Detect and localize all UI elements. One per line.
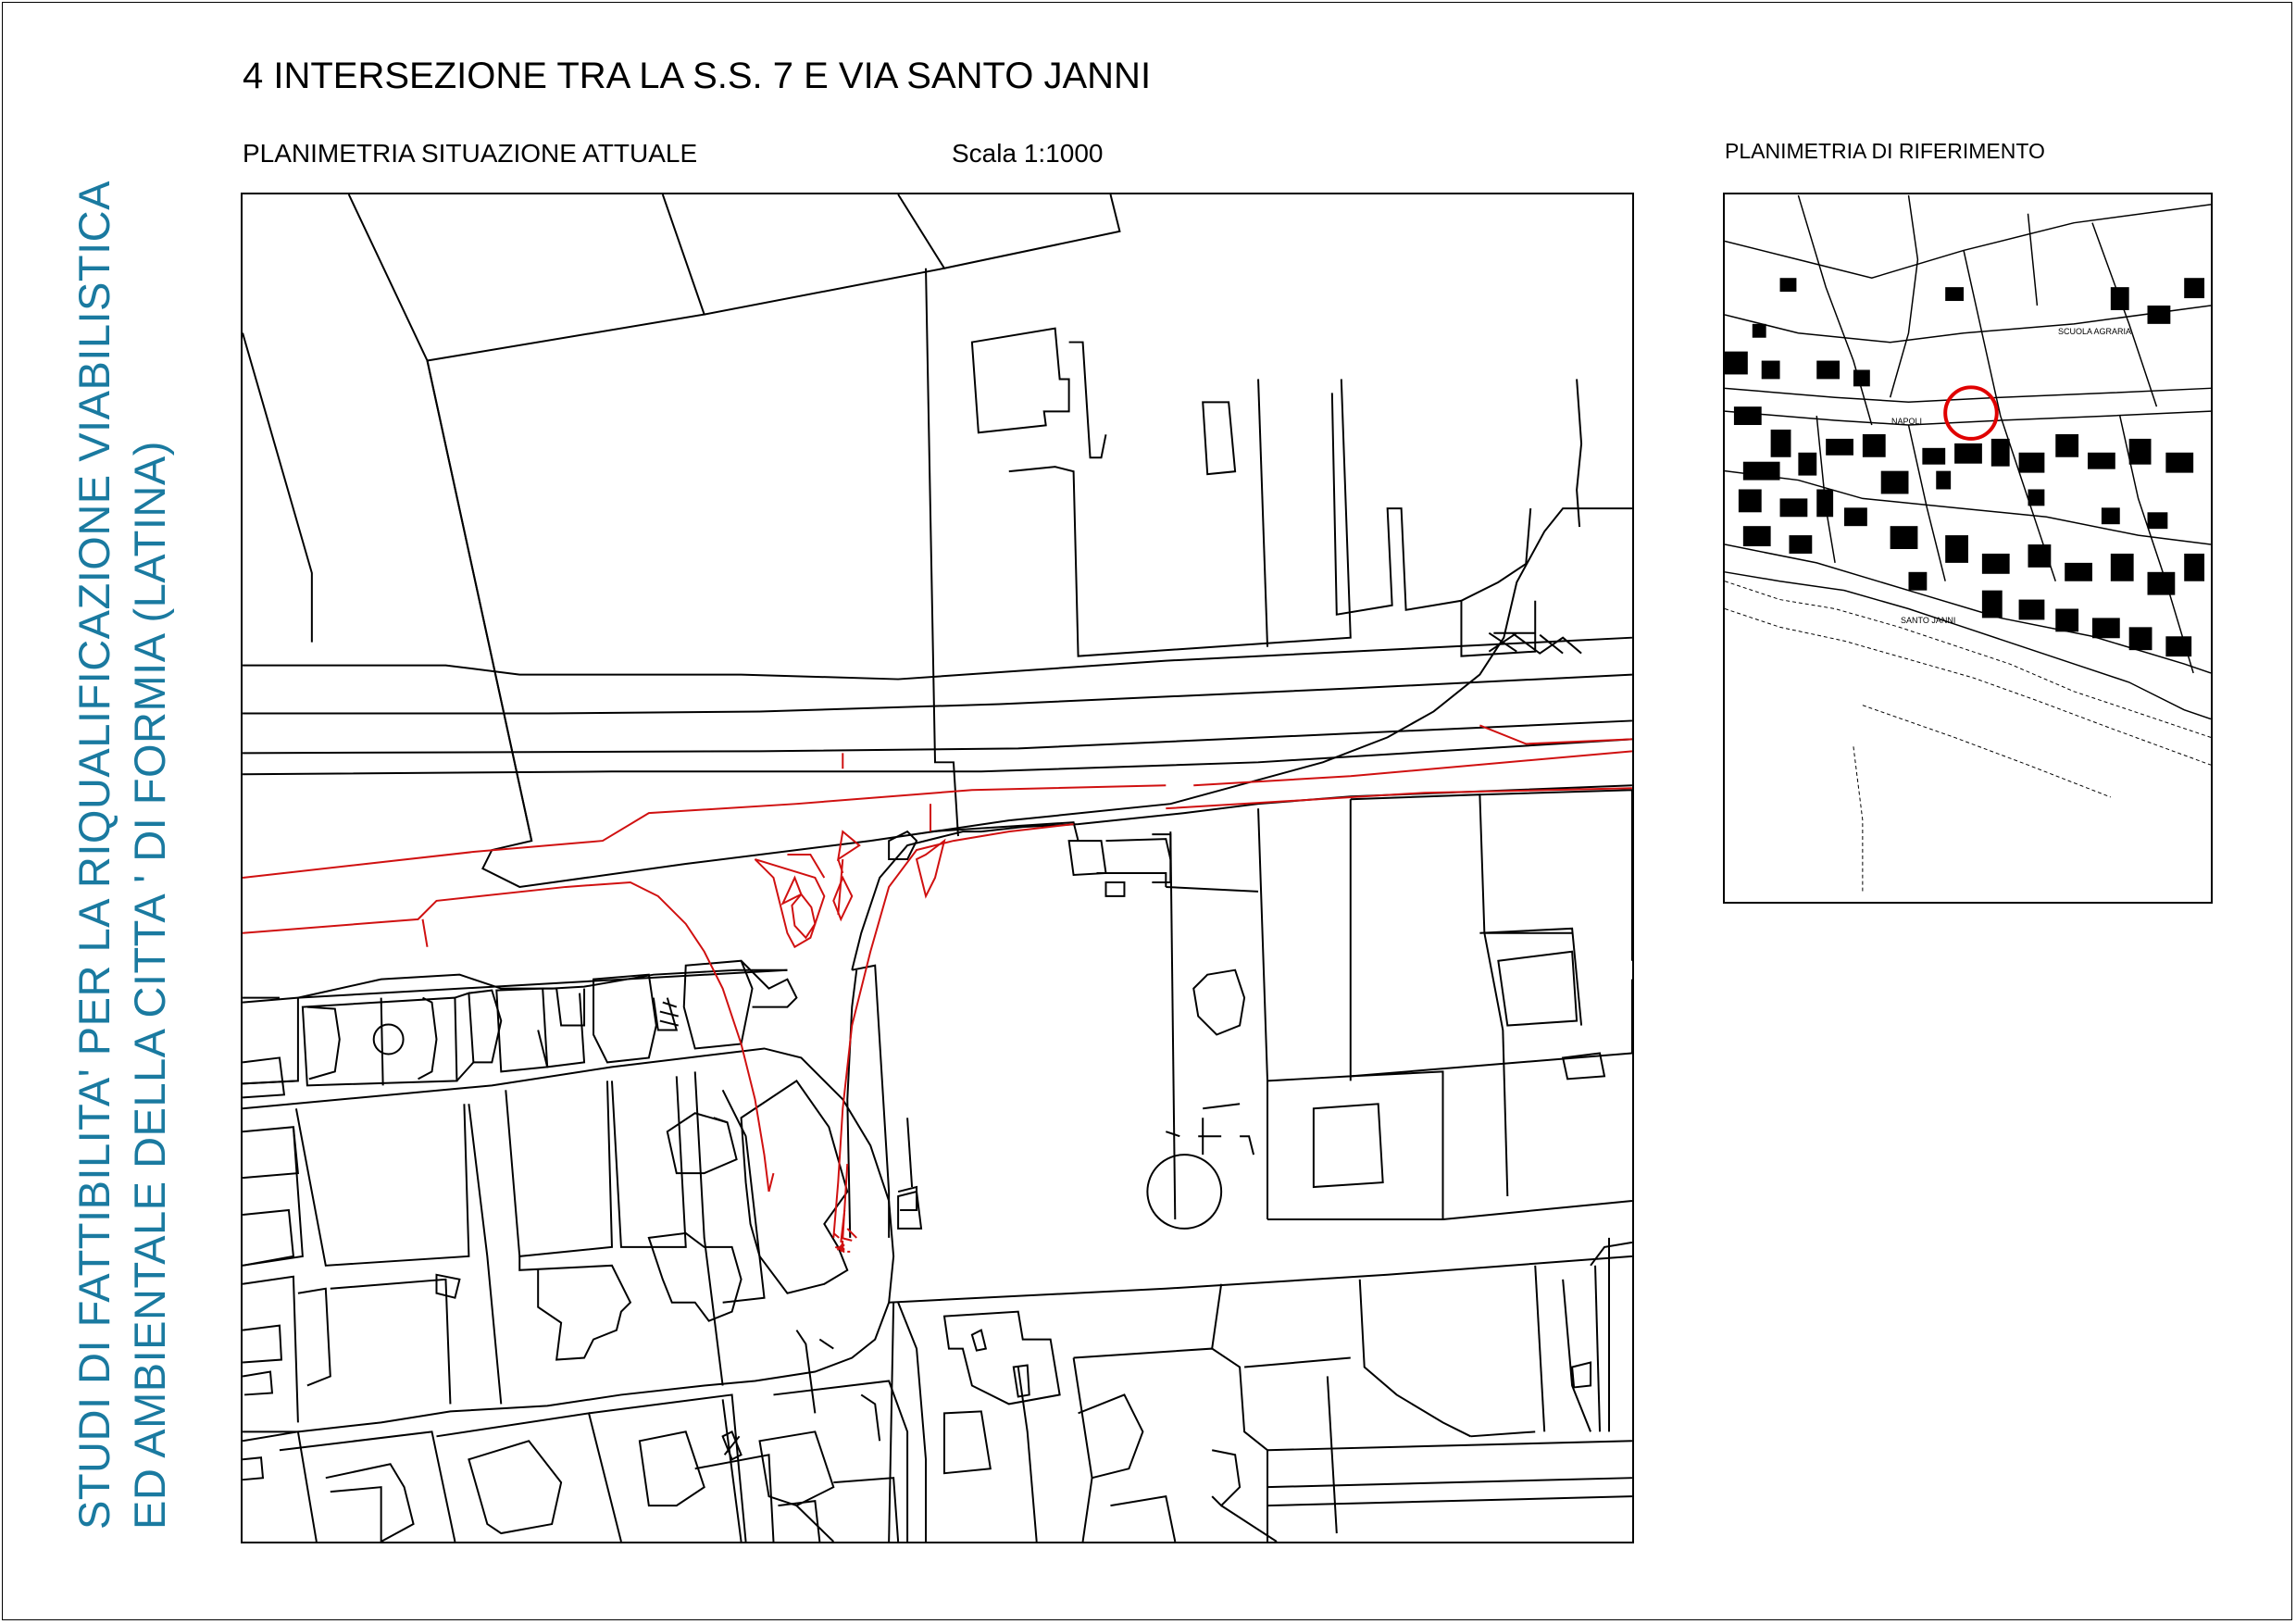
reference-map-caption: PLANIMETRIA DI RIFERIMENTO <box>1725 139 2045 163</box>
side-title <box>67 181 178 1530</box>
reference-map-drawing <box>1725 194 2211 902</box>
site-plan-drawing <box>243 194 1632 1542</box>
scale-label: Scala 1:1000 <box>952 139 1104 168</box>
ref-label-napoli: NAPOLI <box>1891 417 1923 426</box>
side-title-line-1: STUDI DI FATTIBILITA' PER LA RIQUALIFICAZIONE VIABILISTICA <box>69 181 119 1530</box>
page-title: 4 INTERSEZIONE TRA LA S.S. 7 E VIA SANTO JANNI <box>243 56 1152 96</box>
location-highlight-circle <box>1945 387 1997 439</box>
ref-label-scuola-agraria: SCUOLA AGRARIA <box>2058 327 2132 336</box>
ref-label-santo-janni: SANTO JANNI <box>1901 616 1956 625</box>
reference-map <box>1723 193 2213 904</box>
side-title-line-2: ED AMBIENTALE DELLA CITTA ' DI FORMIA (LATINA) <box>125 441 174 1530</box>
main-site-plan <box>241 193 1634 1543</box>
main-map-caption: PLANIMETRIA SITUAZIONE ATTUALE <box>243 139 698 168</box>
